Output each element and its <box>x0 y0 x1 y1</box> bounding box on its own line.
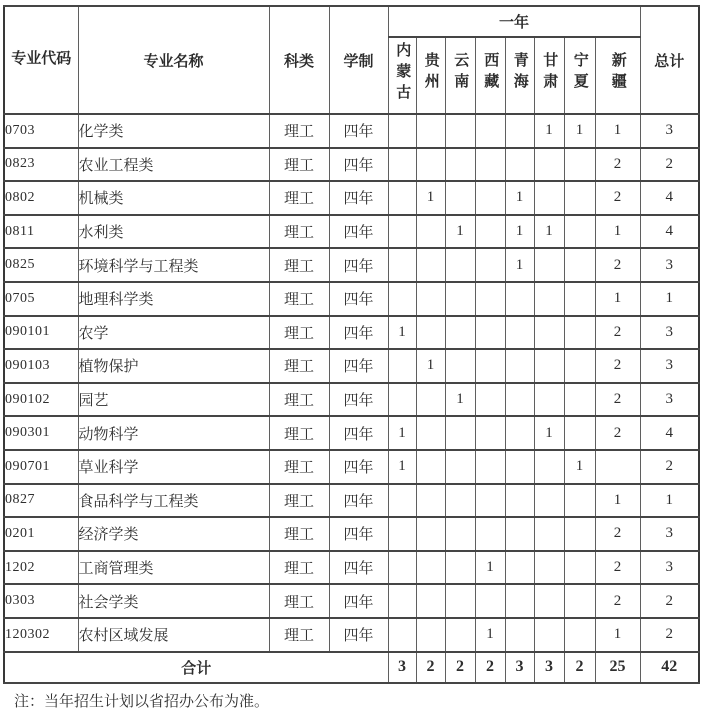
cell-ningxia <box>564 282 595 316</box>
subject-category: 理工 <box>269 416 329 450</box>
cell-gansu <box>534 484 564 518</box>
study-duration: 四年 <box>329 349 388 383</box>
cell-xizang <box>475 349 505 383</box>
province-label: 西藏 <box>482 52 499 94</box>
header-row-year <box>4 6 699 37</box>
cell-xinjiang: 2 <box>595 349 640 383</box>
cell-guizhou <box>416 316 445 350</box>
major-name: 农业工程类 <box>78 148 269 182</box>
province-label: 宁夏 <box>571 52 588 94</box>
table-row <box>4 618 699 652</box>
major-code: 090301 <box>4 416 78 450</box>
cell-ningxia: 1 <box>564 114 595 148</box>
cell-xizang <box>475 316 505 350</box>
cell-guizhou <box>416 248 445 282</box>
cell-xinjiang: 2 <box>595 248 640 282</box>
province-label: 青海 <box>511 52 528 94</box>
cell-xinjiang: 2 <box>595 416 640 450</box>
major-code: 0703 <box>4 114 78 148</box>
major-name: 经济学类 <box>78 517 269 551</box>
cell-xizang: 1 <box>475 618 505 652</box>
cell-guizhou <box>416 551 445 585</box>
study-duration: 四年 <box>329 383 388 417</box>
cell-guizhou <box>416 215 445 249</box>
row-total: 2 <box>640 618 699 652</box>
cell-neimenggu: 1 <box>388 416 416 450</box>
province-label: 内蒙古 <box>394 41 411 105</box>
province-label: 贵州 <box>422 52 439 94</box>
cell-xinjiang: 1 <box>595 618 640 652</box>
col-header-year-group: 一年 <box>388 6 640 37</box>
subject-category: 理工 <box>269 248 329 282</box>
cell-gansu <box>534 383 564 417</box>
cell-qinghai <box>505 584 534 618</box>
major-name: 环境科学与工程类 <box>78 248 269 282</box>
cell-xizang <box>475 484 505 518</box>
totals-row <box>4 652 699 683</box>
major-code: 090701 <box>4 450 78 484</box>
cell-yunnan <box>445 517 475 551</box>
table-row <box>4 517 699 551</box>
cell-qinghai <box>505 148 534 182</box>
cell-xizang <box>475 181 505 215</box>
subject-category: 理工 <box>269 450 329 484</box>
enrollment-plan-table <box>3 5 700 684</box>
row-total: 3 <box>640 114 699 148</box>
cell-qinghai <box>505 349 534 383</box>
cell-xizang <box>475 584 505 618</box>
study-duration: 四年 <box>329 584 388 618</box>
cell-yunnan <box>445 148 475 182</box>
province-label: 云南 <box>452 52 469 94</box>
cell-yunnan <box>445 248 475 282</box>
subject-category: 理工 <box>269 484 329 518</box>
major-code: 0802 <box>4 181 78 215</box>
total-guizhou: 2 <box>416 652 445 683</box>
cell-yunnan: 1 <box>445 383 475 417</box>
row-total: 3 <box>640 383 699 417</box>
cell-guizhou: 1 <box>416 181 445 215</box>
cell-xinjiang: 2 <box>595 316 640 350</box>
major-code: 0705 <box>4 282 78 316</box>
cell-guizhou <box>416 148 445 182</box>
cell-xinjiang: 1 <box>595 114 640 148</box>
study-duration: 四年 <box>329 450 388 484</box>
cell-gansu <box>534 349 564 383</box>
subject-category: 理工 <box>269 148 329 182</box>
subject-category: 理工 <box>269 282 329 316</box>
cell-qinghai <box>505 416 534 450</box>
subject-category: 理工 <box>269 517 329 551</box>
table-row <box>4 484 699 518</box>
cell-yunnan <box>445 551 475 585</box>
col-header-gansu <box>534 37 564 114</box>
major-code: 1202 <box>4 551 78 585</box>
cell-ningxia <box>564 383 595 417</box>
cell-qinghai: 1 <box>505 248 534 282</box>
cell-gansu: 1 <box>534 114 564 148</box>
cell-xizang <box>475 282 505 316</box>
cell-ningxia: 1 <box>564 450 595 484</box>
cell-qinghai <box>505 114 534 148</box>
cell-xizang <box>475 517 505 551</box>
row-total: 4 <box>640 181 699 215</box>
subject-category: 理工 <box>269 584 329 618</box>
cell-neimenggu <box>388 248 416 282</box>
col-header-category: 科类 <box>269 6 329 114</box>
subject-category: 理工 <box>269 349 329 383</box>
major-name: 草业科学 <box>78 450 269 484</box>
cell-xinjiang: 2 <box>595 551 640 585</box>
col-header-qinghai <box>505 37 534 114</box>
province-label: 甘肃 <box>541 52 558 94</box>
major-code: 0811 <box>4 215 78 249</box>
cell-gansu <box>534 551 564 585</box>
cell-ningxia <box>564 215 595 249</box>
cell-neimenggu: 1 <box>388 316 416 350</box>
col-header-neimenggu <box>388 37 416 114</box>
province-label: 新疆 <box>609 52 626 94</box>
cell-yunnan <box>445 282 475 316</box>
total-gansu: 3 <box>534 652 564 683</box>
major-name: 园艺 <box>78 383 269 417</box>
table-row <box>4 383 699 417</box>
row-total: 3 <box>640 248 699 282</box>
cell-neimenggu <box>388 181 416 215</box>
study-duration: 四年 <box>329 551 388 585</box>
cell-xizang <box>475 148 505 182</box>
cell-guizhou <box>416 282 445 316</box>
cell-xizang <box>475 450 505 484</box>
major-name: 农学 <box>78 316 269 350</box>
cell-xinjiang: 2 <box>595 517 640 551</box>
cell-yunnan: 1 <box>445 215 475 249</box>
cell-ningxia <box>564 181 595 215</box>
cell-xizang <box>475 416 505 450</box>
major-code: 090102 <box>4 383 78 417</box>
major-code: 090103 <box>4 349 78 383</box>
cell-xinjiang: 2 <box>595 383 640 417</box>
cell-xinjiang: 2 <box>595 148 640 182</box>
row-total: 1 <box>640 484 699 518</box>
cell-yunnan <box>445 114 475 148</box>
row-total: 1 <box>640 282 699 316</box>
major-name: 社会学类 <box>78 584 269 618</box>
cell-qinghai <box>505 383 534 417</box>
row-total: 3 <box>640 517 699 551</box>
cell-ningxia <box>564 248 595 282</box>
subject-category: 理工 <box>269 551 329 585</box>
col-header-guizhou <box>416 37 445 114</box>
table-body <box>4 114 699 652</box>
major-code: 120302 <box>4 618 78 652</box>
cell-neimenggu <box>388 349 416 383</box>
cell-gansu <box>534 248 564 282</box>
cell-ningxia <box>564 316 595 350</box>
study-duration: 四年 <box>329 416 388 450</box>
cell-neimenggu <box>388 383 416 417</box>
cell-guizhou <box>416 517 445 551</box>
col-header-xinjiang <box>595 37 640 114</box>
study-duration: 四年 <box>329 215 388 249</box>
major-name: 水利类 <box>78 215 269 249</box>
cell-neimenggu <box>388 282 416 316</box>
cell-yunnan <box>445 316 475 350</box>
cell-qinghai <box>505 618 534 652</box>
cell-ningxia <box>564 416 595 450</box>
cell-xinjiang: 1 <box>595 215 640 249</box>
cell-ningxia <box>564 148 595 182</box>
cell-xizang <box>475 383 505 417</box>
major-code: 0823 <box>4 148 78 182</box>
row-total: 4 <box>640 215 699 249</box>
cell-qinghai <box>505 316 534 350</box>
cell-neimenggu <box>388 215 416 249</box>
cell-qinghai <box>505 450 534 484</box>
study-duration: 四年 <box>329 282 388 316</box>
cell-ningxia <box>564 618 595 652</box>
subject-category: 理工 <box>269 114 329 148</box>
cell-gansu <box>534 517 564 551</box>
major-name: 食品科学与工程类 <box>78 484 269 518</box>
table-footer <box>4 652 699 683</box>
cell-qinghai: 1 <box>505 215 534 249</box>
cell-ningxia <box>564 349 595 383</box>
cell-yunnan <box>445 416 475 450</box>
total-yunnan: 2 <box>445 652 475 683</box>
cell-yunnan <box>445 584 475 618</box>
cell-gansu <box>534 282 564 316</box>
cell-xinjiang: 2 <box>595 181 640 215</box>
major-name: 工商管理类 <box>78 551 269 585</box>
subject-category: 理工 <box>269 618 329 652</box>
cell-qinghai <box>505 484 534 518</box>
total-ningxia: 2 <box>564 652 595 683</box>
total-xizang: 2 <box>475 652 505 683</box>
table-row <box>4 282 699 316</box>
study-duration: 四年 <box>329 114 388 148</box>
table-row <box>4 248 699 282</box>
cell-gansu <box>534 450 564 484</box>
cell-neimenggu <box>388 551 416 585</box>
major-name: 化学类 <box>78 114 269 148</box>
cell-guizhou <box>416 484 445 518</box>
major-name: 动物科学 <box>78 416 269 450</box>
major-code: 0827 <box>4 484 78 518</box>
cell-yunnan <box>445 181 475 215</box>
cell-xinjiang: 2 <box>595 584 640 618</box>
study-duration: 四年 <box>329 248 388 282</box>
table-row <box>4 316 699 350</box>
col-header-duration: 学制 <box>329 6 388 114</box>
cell-guizhou <box>416 416 445 450</box>
table-header <box>4 6 699 114</box>
table-row <box>4 215 699 249</box>
cell-qinghai <box>505 517 534 551</box>
cell-neimenggu <box>388 618 416 652</box>
table-row <box>4 114 699 148</box>
table-row <box>4 416 699 450</box>
subject-category: 理工 <box>269 181 329 215</box>
col-header-major-code: 专业代码 <box>4 6 78 114</box>
major-name: 机械类 <box>78 181 269 215</box>
table-row <box>4 450 699 484</box>
major-name: 植物保护 <box>78 349 269 383</box>
cell-ningxia <box>564 517 595 551</box>
subject-category: 理工 <box>269 215 329 249</box>
total-neimenggu: 3 <box>388 652 416 683</box>
table-row <box>4 181 699 215</box>
row-total: 2 <box>640 148 699 182</box>
cell-gansu <box>534 584 564 618</box>
cell-neimenggu: 1 <box>388 450 416 484</box>
totals-label: 合计 <box>4 652 388 683</box>
cell-neimenggu <box>388 584 416 618</box>
col-header-xizang <box>475 37 505 114</box>
cell-xizang: 1 <box>475 551 505 585</box>
total-qinghai: 3 <box>505 652 534 683</box>
row-total: 3 <box>640 316 699 350</box>
col-header-total: 总计 <box>640 6 699 114</box>
col-header-yunnan <box>445 37 475 114</box>
total-xinjiang: 25 <box>595 652 640 683</box>
study-duration: 四年 <box>329 181 388 215</box>
cell-guizhou <box>416 383 445 417</box>
cell-xinjiang <box>595 450 640 484</box>
cell-guizhou <box>416 450 445 484</box>
study-duration: 四年 <box>329 316 388 350</box>
row-total: 3 <box>640 551 699 585</box>
cell-yunnan <box>445 349 475 383</box>
grand-total: 42 <box>640 652 699 683</box>
cell-xinjiang: 1 <box>595 282 640 316</box>
cell-guizhou: 1 <box>416 349 445 383</box>
subject-category: 理工 <box>269 383 329 417</box>
col-header-major-name: 专业名称 <box>78 6 269 114</box>
footnote: 注：当年招生计划以省招办公布为准。 <box>14 694 270 710</box>
cell-gansu: 1 <box>534 416 564 450</box>
table-row <box>4 584 699 618</box>
cell-yunnan <box>445 450 475 484</box>
cell-xinjiang: 1 <box>595 484 640 518</box>
cell-ningxia <box>564 551 595 585</box>
cell-qinghai <box>505 551 534 585</box>
cell-qinghai <box>505 282 534 316</box>
study-duration: 四年 <box>329 517 388 551</box>
study-duration: 四年 <box>329 148 388 182</box>
cell-neimenggu <box>388 517 416 551</box>
major-name: 农村区域发展 <box>78 618 269 652</box>
row-total: 2 <box>640 450 699 484</box>
cell-neimenggu <box>388 114 416 148</box>
cell-qinghai: 1 <box>505 181 534 215</box>
row-total: 3 <box>640 349 699 383</box>
major-code: 0303 <box>4 584 78 618</box>
row-total: 4 <box>640 416 699 450</box>
cell-gansu <box>534 618 564 652</box>
cell-guizhou <box>416 114 445 148</box>
study-duration: 四年 <box>329 618 388 652</box>
subject-category: 理工 <box>269 316 329 350</box>
cell-guizhou <box>416 584 445 618</box>
cell-ningxia <box>564 584 595 618</box>
cell-yunnan <box>445 484 475 518</box>
cell-neimenggu <box>388 484 416 518</box>
major-name: 地理科学类 <box>78 282 269 316</box>
cell-ningxia <box>564 484 595 518</box>
major-code: 0201 <box>4 517 78 551</box>
table-row <box>4 551 699 585</box>
col-header-ningxia <box>564 37 595 114</box>
study-duration: 四年 <box>329 484 388 518</box>
cell-yunnan <box>445 618 475 652</box>
cell-gansu: 1 <box>534 215 564 249</box>
cell-xizang <box>475 114 505 148</box>
cell-xizang <box>475 248 505 282</box>
cell-neimenggu <box>388 148 416 182</box>
major-code: 090101 <box>4 316 78 350</box>
major-code: 0825 <box>4 248 78 282</box>
cell-gansu <box>534 181 564 215</box>
table-row <box>4 349 699 383</box>
cell-xizang <box>475 215 505 249</box>
row-total: 2 <box>640 584 699 618</box>
cell-gansu <box>534 148 564 182</box>
cell-guizhou <box>416 618 445 652</box>
cell-gansu <box>534 316 564 350</box>
table-row <box>4 148 699 182</box>
